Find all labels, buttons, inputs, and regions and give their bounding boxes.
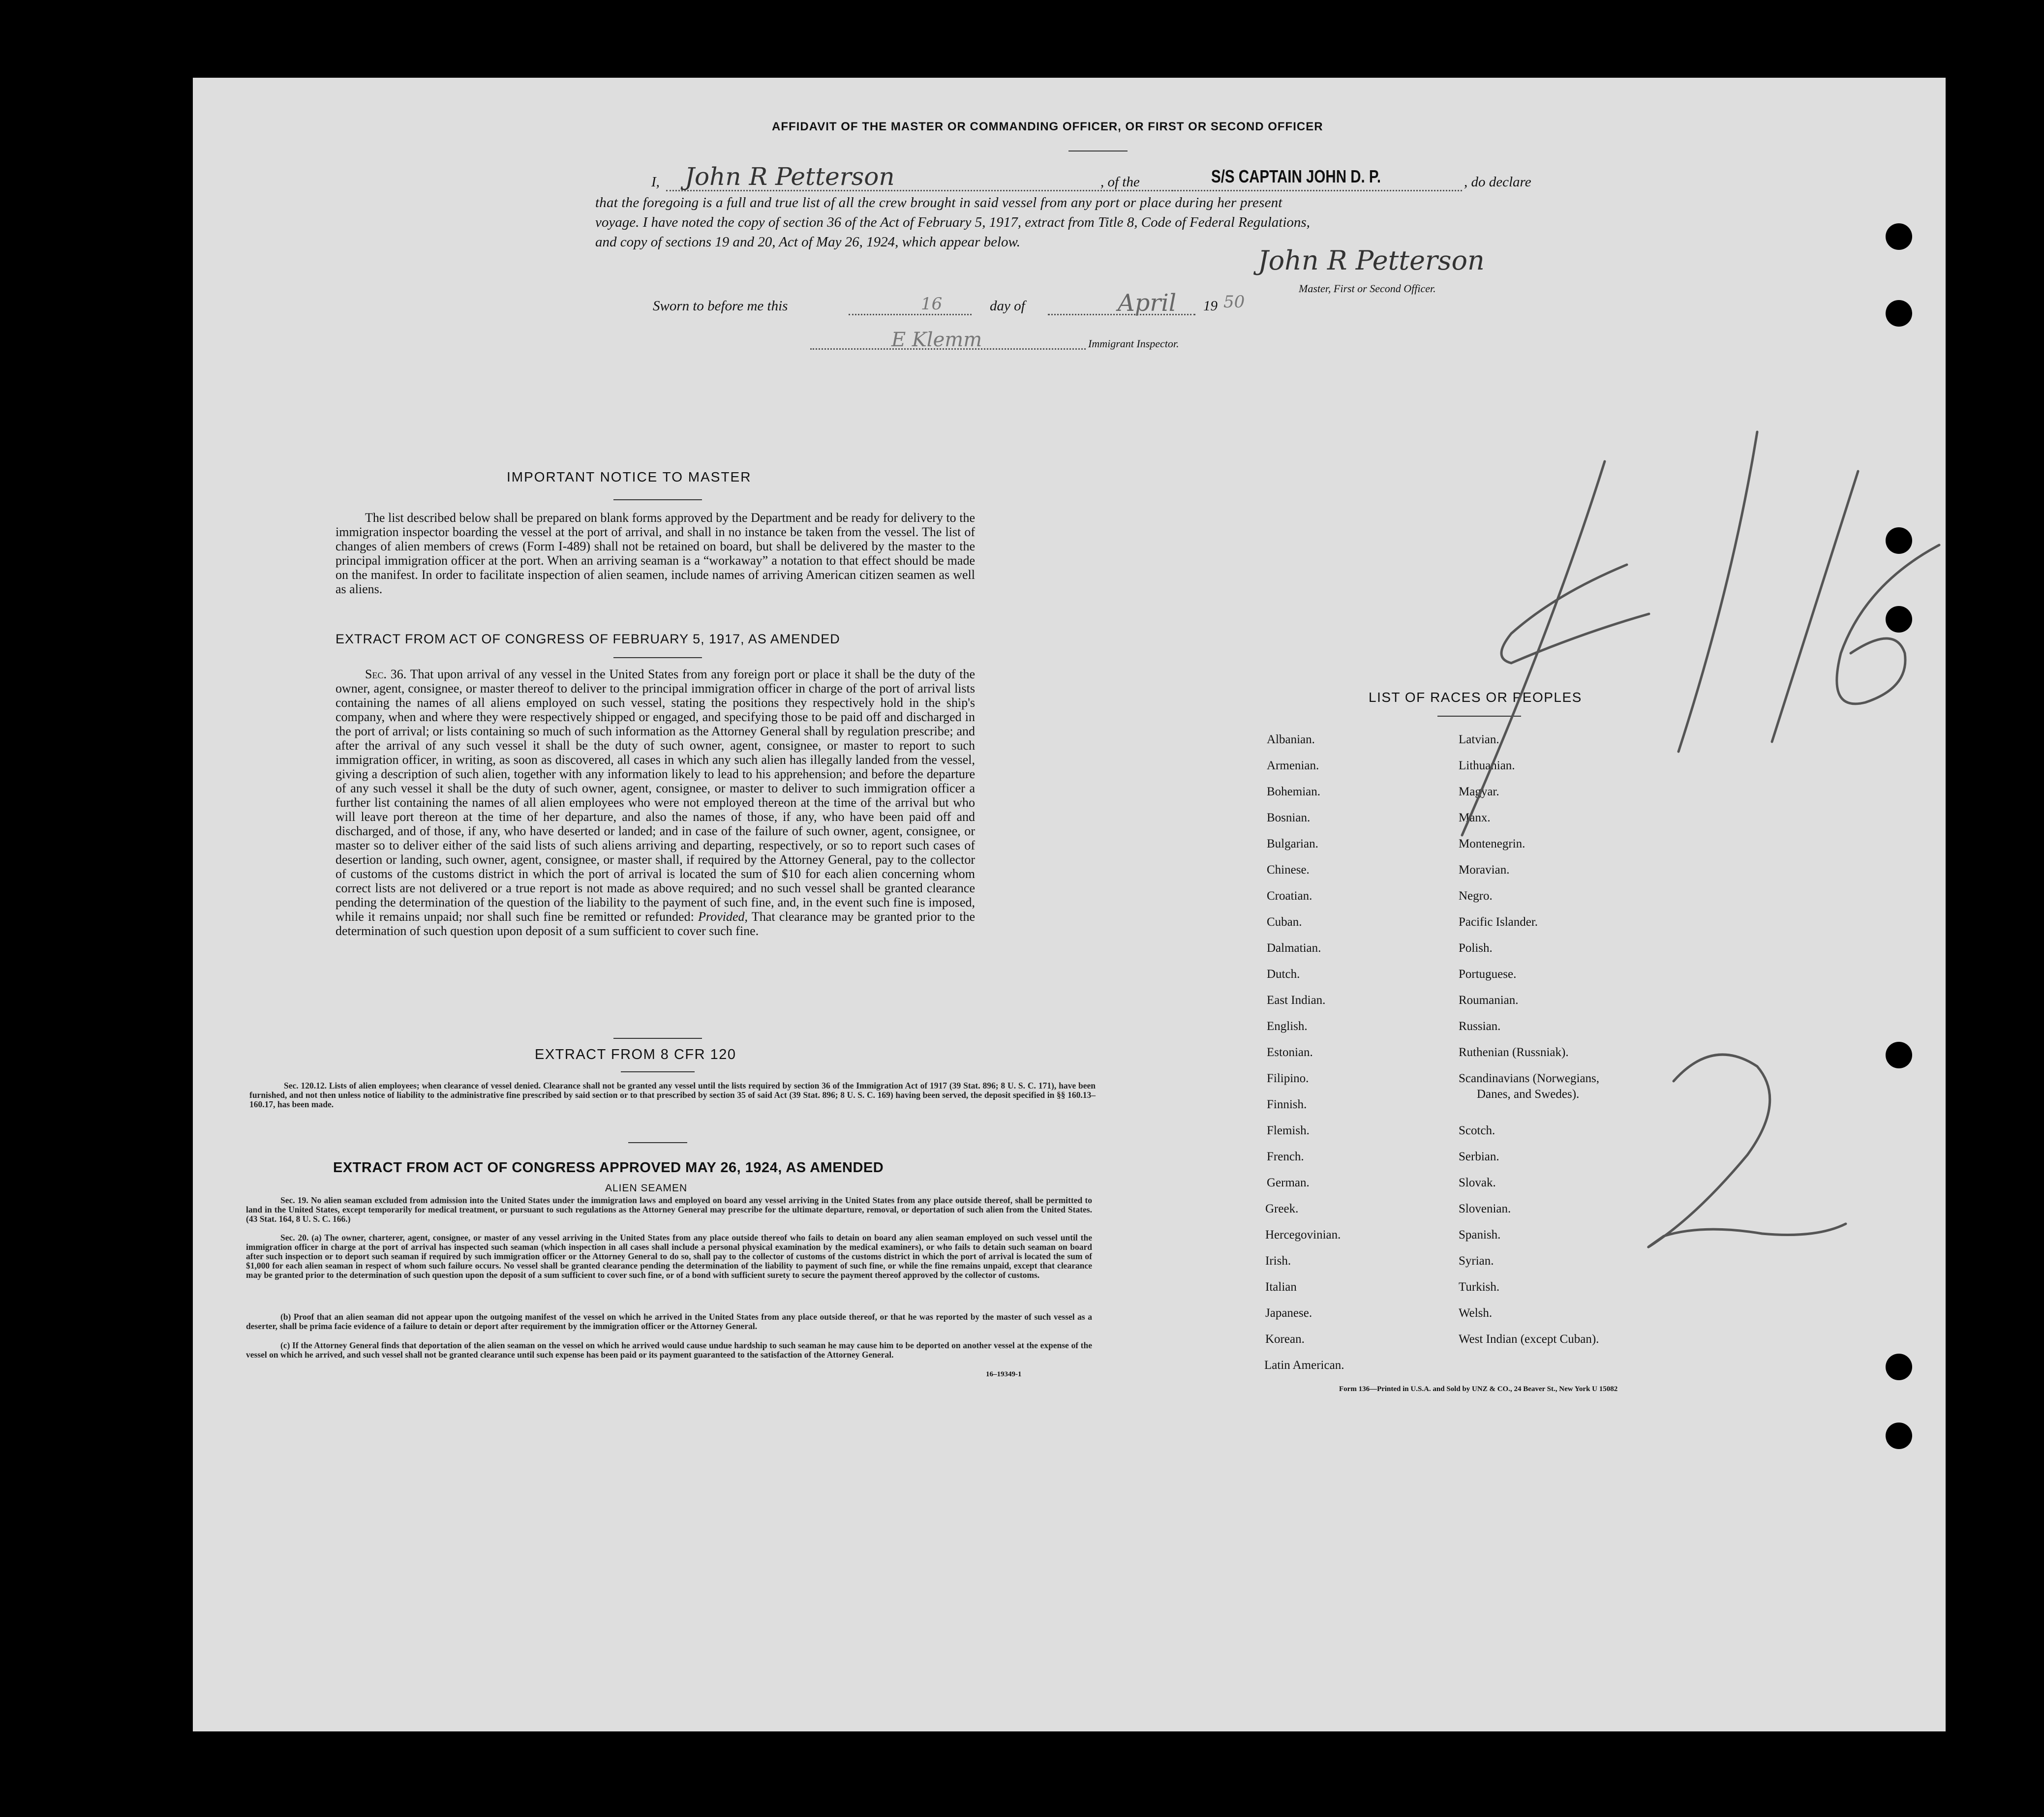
year-value: 50: [1223, 292, 1245, 312]
sec36-text: [336, 667, 975, 938]
sec20c-text: (c) If the Attorney General finds that deportation of the alien seaman on the vessel on which he arrived would cause undue hardship to such seaman he may cause him to be deported on another vessel at the expense of the vessel on which he arrived, and such vessel shall not be granted clearance until such expense has been paid or its payment guaranteed to the satisfaction of the Attorney General.: [246, 1340, 1092, 1360]
sec36-body: That upon arrival of any vessel in the United States from any foreign port or place it shall be the duty of the owner, agent, consignee, or master thereof to deliver to the principal immigration officer in charge of the port of arrival lists containing the names of all aliens employed on such vessel, stating the positions they respectively hold in the ship's company, when and where they were respectively shipped or engaged, and specifying those to be paid off and discharged in the port of arrival; or lists containing so much of such information as the Attorney General shall by regulation prescribe; and after the arrival of any such vessel it shall be the duty of such owner, agent, consignee, or master to report to such immigration officer, in writing, as soon as discovered, all cases in which any such alien has illegally landed from the vessel, giving a description of such alien, together with any information likely to lead to his apprehension; and before the departure of any such vessel it shall be the duty of such owner, agent, consignee, or master to deliver to such immigration officer a further list containing the names of all alien employees who were not employed thereon at the time of the arrival but who will leave port thereon at the time of her departure, and also the names of those, if any, who have been paid off and discharged, and of those, if any, who have deserted or landed; and in case of the failure of such owner, agent, consignee, or master so to deliver either of the said lists of such aliens arriving and departing, respectively, or so to report such cases of desertion or landing, such owner, agent, consignee, or master shall, if required by the Attorney General, pay to the collector of customs of the customs district in which the port of arrival is located the sum of $10 for each alien concerning whom correct lists are not delivered or a true report is not made as above required; and no such vessel shall be granted clearance pending the determination of the question of the liability to the payment of such fine, and, in the event such fine is imposed, while it remains unpaid; nor shall such fine be remitted or refunded:: [336, 667, 975, 924]
form-note: Form 136—Printed in U.S.A. and Sold by UNZ & CO., 24 Beaver St., New York U 15082: [1339, 1385, 1618, 1393]
sec36-provided: Provided,: [698, 909, 748, 924]
binder-hole: [1886, 300, 1912, 327]
binder-hole: [1886, 1423, 1912, 1449]
divider-1: [613, 1038, 702, 1039]
race-item-left: Chinese.: [1267, 863, 1310, 877]
race-item-right: Slovak.: [1459, 1176, 1496, 1189]
race-item-left: Japanese.: [1265, 1306, 1312, 1320]
inspector-signature: E Klemm: [891, 329, 982, 351]
affidavit-title: AFFIDAVIT OF THE MASTER OR COMMANDING OFFICER, OR FIRST OR SECOND OFFICER: [772, 120, 1323, 133]
race-item-right: Pacific Islander.: [1459, 915, 1538, 929]
race-item-right: Portuguese.: [1459, 968, 1517, 981]
notice-text: The list described below shall be prepared on blank forms approved by the Department and be ready for delivery to the immigration inspector boarding the vessel at the port of arrival, and shall in no instance be taken from the vessel. The list of changes of alien members of crews (Form I-489) shall not be retained on board, but shall be delivered by the master to the principal immigration officer at the port. When an arriving seaman is a “workaway” a notation to that effect should be made on the manifest. In order to facilitate inspection of alien seamen, include names of arriving American citizen seamen as well as aliens.: [336, 511, 975, 596]
of-the-text: , of the: [1100, 174, 1140, 190]
binder-hole: [1886, 1354, 1912, 1380]
race-item-left: Korean.: [1265, 1332, 1305, 1346]
race-item-right: Slovenian.: [1459, 1202, 1511, 1215]
extract-1917-underline: [613, 657, 702, 658]
race-item-left: Croatian.: [1267, 889, 1312, 903]
day-value: 16: [921, 294, 943, 314]
race-item-left: French.: [1267, 1150, 1304, 1163]
year-prefix: 19: [1203, 298, 1218, 314]
race-item-left: Armenian.: [1267, 759, 1319, 772]
race-item-left: Dutch.: [1267, 968, 1300, 981]
cfr-text: Sec. 120.12. Lists of alien employees; when clearance of vessel denied. Clearance shall not be granted any vessel until the lists required by section 36 of the Immigration Act of 1917 (39 Stat. 896; 8 U. S. C. 171), have been furnished, and not then unless notice of liability to the administrative fine prescribed by said section or to that prescribed by section 35 of said Act (39 Stat. 896; 8 U. S. C. 169) having been served, the deposit specified in §§ 160.13–160.17, has been made.: [249, 1081, 1096, 1109]
binder-hole: [1886, 223, 1912, 250]
race-item-right: Montenegrin.: [1459, 837, 1525, 850]
sec36-end: That clearance may be granted prior to the determination of such question upon deposit of a sum sufficient to cover such fine.: [336, 909, 976, 938]
sec36-label: Sec. 36.: [365, 667, 407, 681]
race-item-left: German.: [1267, 1176, 1310, 1189]
binder-hole: [1886, 527, 1912, 554]
race-item-right: Manx.: [1459, 811, 1491, 824]
affidavit-line1-prefix: I,: [651, 174, 660, 190]
race-item-left: Flemish.: [1267, 1124, 1310, 1137]
race-item-right: Scotch.: [1459, 1124, 1495, 1137]
race-item-right: Scandinavians (Norwegians,: [1459, 1072, 1600, 1085]
race-item-left: English.: [1267, 1020, 1308, 1033]
race-item-right: Lithuanian.: [1459, 759, 1515, 772]
binder-hole: [1886, 606, 1912, 633]
day-blank: [849, 314, 972, 315]
digit-4-crossbar: [1511, 614, 1649, 663]
document-page: [193, 78, 1946, 1731]
binder-hole: [1886, 1042, 1912, 1068]
race-item-right: Negro.: [1459, 889, 1493, 903]
race-item-right: Welsh.: [1459, 1306, 1493, 1320]
handwritten-2: [1600, 1037, 1856, 1253]
divider-2: [628, 1142, 687, 1143]
handwritten-416: [1344, 358, 2044, 899]
race-item-left: Finnish.: [1267, 1098, 1307, 1111]
sec20a-text: Sec. 20. (a) The owner, charterer, agent, consignee, or master of any vessel arriving in the United States from any place outside thereof who fails to detain on board any alien seaman employed on such vessel until the immigration officer in charge at the port of arrival has inspected such seaman (which inspection in all cases shall include a personal physical examination by the medical examiners), or who fails to detain such seaman on board after such inspection or to deport such seaman if required by such immigration officer or the Attorney General to do so, shall pay to the collector of customs of the customs district in which the port of arrival is located the sum of $1,000 for each alien seaman in respect of whom such failure occurs. No vessel shall be granted clearance pending the determination of the liability to payment of such fine, or while the fine remains unpaid, except that clearance may be granted prior to the determination of such question upon the deposit of a sum sufficient to cover such fine, or of a bond with sufficient surety to secure the payment thereof approved by the collector of customs.: [246, 1233, 1092, 1280]
race-item-left: Estonian.: [1267, 1046, 1313, 1059]
day-of-text: day of: [990, 298, 1025, 314]
sworn-text: Sworn to before me this: [653, 298, 788, 314]
race-item-left: Bohemian.: [1267, 785, 1321, 798]
extract-1917-title: EXTRACT FROM ACT OF CONGRESS OF FEBRUARY 5, 1917, AS AMENDED: [336, 632, 840, 646]
digit-4-stem: [1462, 461, 1605, 835]
inspector-caption: Immigrant Inspector.: [1088, 337, 1179, 350]
race-item-right: Polish.: [1459, 941, 1493, 955]
race-item-right: Turkish.: [1459, 1280, 1500, 1294]
notice-title: IMPORTANT NOTICE TO MASTER: [507, 469, 752, 485]
race-item-right: Latvian.: [1459, 733, 1499, 746]
race-item-left: Bulgarian.: [1267, 837, 1318, 850]
master-caption: Master, First or Second Officer.: [1299, 282, 1436, 295]
race-item-left: Greek.: [1265, 1202, 1299, 1215]
print-code: 16–19349-1: [986, 1370, 1022, 1378]
race-item-left: Dalmatian.: [1267, 941, 1321, 955]
vessel-name: S/S CAPTAIN JOHN D. P.: [1211, 166, 1381, 186]
races-title: LIST OF RACES OR PEOPLES: [1369, 690, 1582, 705]
race-item-left: Hercegovinian.: [1265, 1228, 1341, 1242]
affidavit-line4: and copy of sections 19 and 20, Act of May 26, 1924, which appear below.: [595, 234, 1020, 250]
month-value: April: [1118, 289, 1177, 317]
race-item-left: Filipino.: [1267, 1072, 1309, 1085]
race-item-right: Roumanian.: [1459, 994, 1519, 1007]
affidavit-line2: that the foregoing is a full and true list of all the crew brought in said vessel from any port or place during her present: [595, 195, 1282, 211]
handwritten-416-text: [1767, 373, 1786, 385]
digit-1-a: [1678, 432, 1757, 752]
affidavit-line3: voyage. I have noted the copy of section 36 of the Act of February 5, 1917, extract from Title 8, Code of Federal Regulations,: [595, 214, 1310, 230]
race-item-left: Italian: [1265, 1280, 1297, 1294]
race-item-right: Syrian.: [1459, 1254, 1494, 1268]
race-item-right: Serbian.: [1459, 1150, 1499, 1163]
extract-cfr-underline: [621, 1071, 695, 1072]
vessel-blank: [1172, 190, 1462, 191]
race-item-right: Russian.: [1459, 1020, 1501, 1033]
sec20b-text: (b) Proof that an alien seaman did not appear upon the outgoing manifest of the vessel on which he arrived in the United States from any place outside thereof, or that he was reported by the master of such vessel as a deserter, shall be prima facie evidence of a failure to detain or deport after requirement by the immigration officer or the Attorney General.: [246, 1312, 1092, 1331]
race-item-left: Latin American.: [1264, 1359, 1344, 1372]
notice-underline: [613, 499, 702, 500]
race-item-right: West Indian (except Cuban).: [1459, 1332, 1599, 1346]
sec19-text: Sec. 19. No alien seaman excluded from admission into the United States under the immigration laws and employed on board any vessel arriving in the United States from any place outside thereof, shall be permitted to land in the United States, except temporarily for medical treatment, or pursuant to such regulations as the Attorney General may prescribe for the ultimate departure, removal, or deportation of such alien from the United States. (43 Stat. 164, 8 U. S. C. 166.): [246, 1195, 1092, 1224]
race-item-left: Bosnian.: [1267, 811, 1311, 824]
extract-1924-title: EXTRACT FROM ACT OF CONGRESS APPROVED MAY 26, 1924, AS AMENDED: [333, 1160, 884, 1176]
race-item-right: Danes, and Swedes).: [1477, 1088, 1580, 1101]
race-item-right: Magyar.: [1459, 785, 1499, 798]
race-item-left: Irish.: [1265, 1254, 1291, 1268]
alien-seamen-subtitle: ALIEN SEAMEN: [605, 1182, 688, 1194]
extract-cfr-title: EXTRACT FROM 8 CFR 120: [535, 1047, 736, 1062]
do-declare-text: , do declare: [1464, 174, 1531, 190]
race-item-right: Moravian.: [1459, 863, 1510, 877]
master-signature: John R Petterson: [685, 162, 895, 191]
master-signature-2: John R Petterson: [1258, 245, 1485, 276]
race-item-left: Cuban.: [1267, 915, 1302, 929]
handwritten-2-text: [1767, 1042, 1773, 1054]
race-item-left: East Indian.: [1267, 994, 1326, 1007]
race-item-left: Albanian.: [1267, 733, 1315, 746]
race-item-right: Ruthenian (Russniak).: [1459, 1046, 1569, 1059]
race-item-right: Spanish.: [1459, 1228, 1501, 1242]
